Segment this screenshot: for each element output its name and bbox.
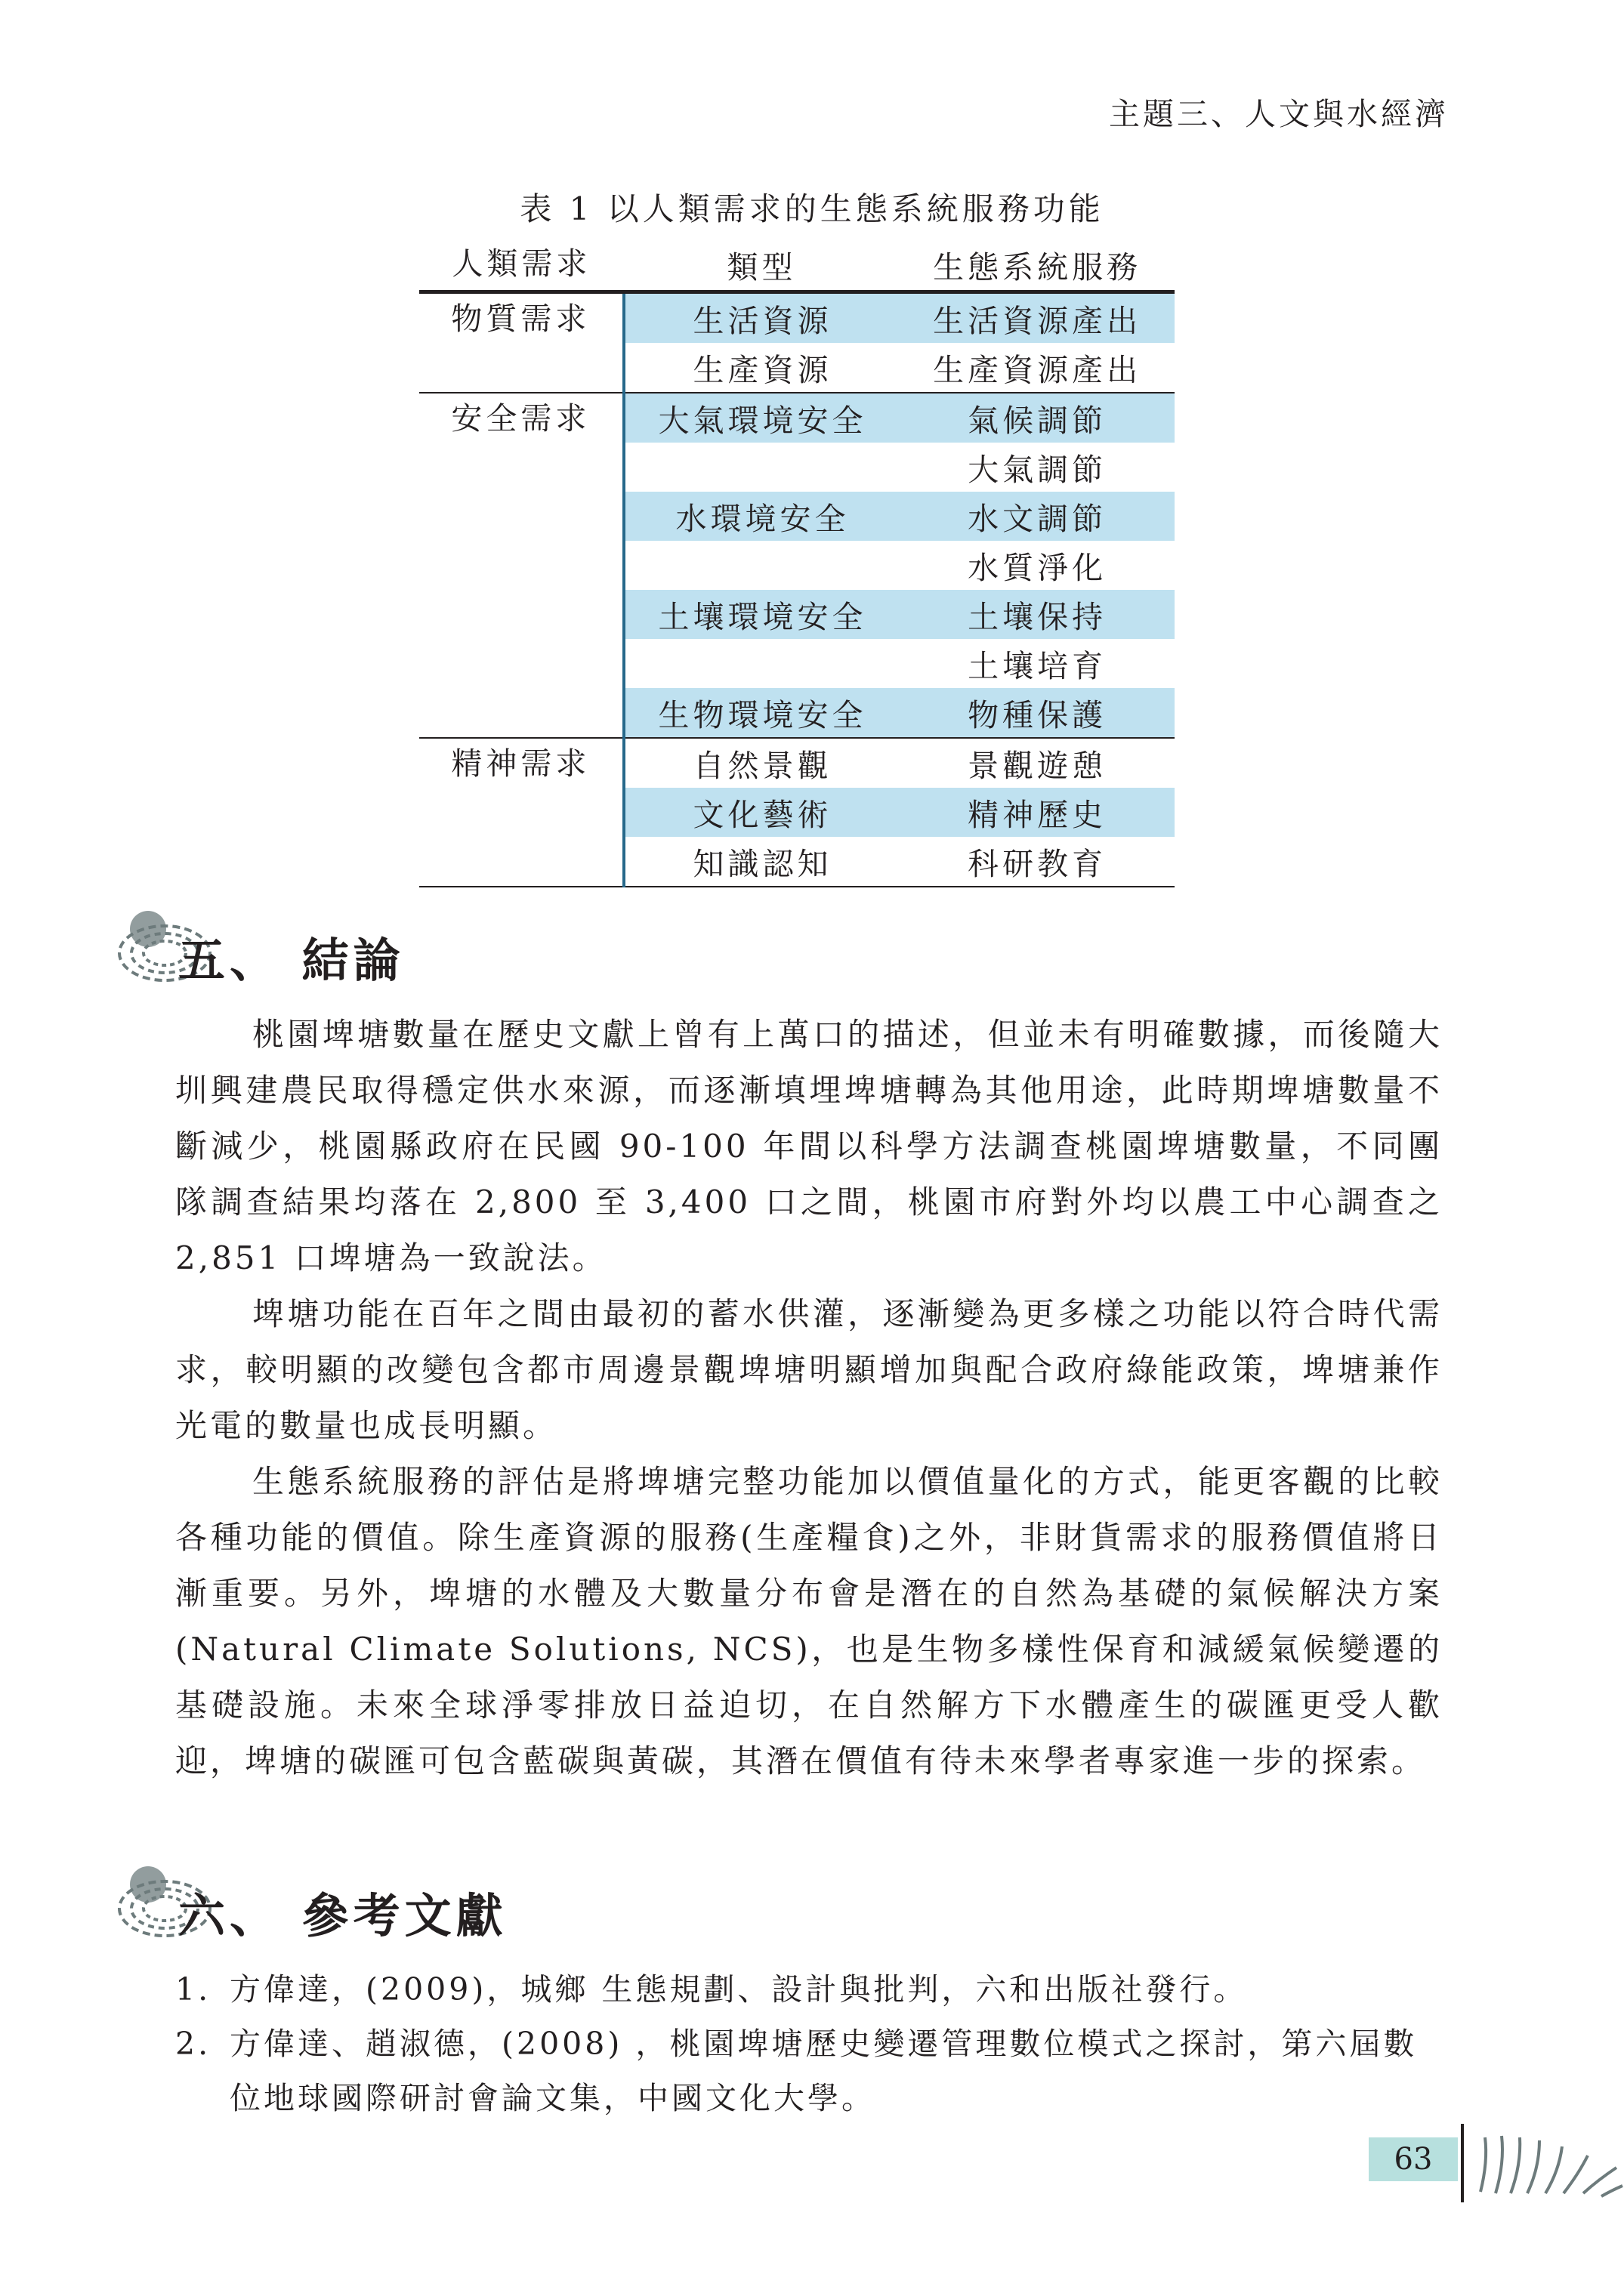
paragraph: 桃園埤塘數量在歷史文獻上曾有上萬口的描述，但並未有明確數據，而後隨大圳興建農民取得穩定供水來源，而逐漸填埋埤塘轉為其他用途，此時期埤塘數量不斷減少，桃園縣政府在民國 90-100 年間以科學方法調查桃園埤塘數量，不同團隊調查結果均落在 2,800 至 3,400 口之間，桃園市府對外均以農工中心調查之 2,851 口埤塘為一致說法。 bbox=[175, 1016, 1443, 1276]
table-row bbox=[419, 443, 1175, 492]
ecosystem-services-table bbox=[419, 239, 1175, 887]
paragraph: 埤塘功能在百年之間由最初的蓄水供灌，逐漸變為更多樣之功能以符合時代需求，較明顯的改變包含都市周邊景觀埤塘明顯增加與配合政府綠能政策，埤塘兼作光電的數量也成長明顯。 bbox=[175, 1295, 1443, 1444]
table-cell-need: 安全需求 bbox=[419, 393, 624, 443]
table-cell-service: 土壤培育 bbox=[968, 648, 1107, 684]
table-row bbox=[419, 492, 1175, 541]
table-row bbox=[419, 541, 1175, 590]
reference-item bbox=[175, 1962, 1443, 2017]
table-cell-service: 物種保護 bbox=[900, 688, 1175, 738]
col-header-service: 生態系統服務 bbox=[900, 239, 1175, 292]
table-cell-type: 生產資源 bbox=[624, 343, 900, 393]
table-row bbox=[419, 837, 1175, 887]
table-cell-type bbox=[624, 443, 900, 492]
section-title: 六、 參考文獻 bbox=[178, 1888, 508, 1943]
table-cell-need bbox=[419, 492, 624, 541]
table-cell-service: 氣候調節 bbox=[900, 393, 1175, 443]
conclusion-body bbox=[175, 1007, 1443, 1789]
table-cell-service: 精神歷史 bbox=[900, 788, 1175, 837]
table-row bbox=[419, 688, 1175, 738]
table-cell-service: 科研教育 bbox=[900, 837, 1175, 887]
table-cell-need bbox=[419, 688, 624, 738]
reference-number: 1. bbox=[175, 1971, 211, 2008]
table-cell-need bbox=[419, 443, 624, 492]
table-cell-type: 知識認知 bbox=[624, 837, 900, 887]
table-cell-type bbox=[624, 639, 900, 688]
table-cell-type bbox=[624, 541, 900, 590]
table-row bbox=[419, 292, 1175, 344]
table-cell-service: 水文調節 bbox=[900, 492, 1175, 541]
section-heading-conclusion bbox=[112, 906, 565, 989]
table-header-row bbox=[419, 239, 1175, 292]
table-cell-service: 景觀遊憩 bbox=[968, 748, 1107, 784]
table-cell-need bbox=[419, 541, 624, 590]
reference-number: 2. bbox=[175, 2026, 211, 2062]
table-cell-type: 土壤環境安全 bbox=[624, 590, 900, 639]
table-row bbox=[419, 788, 1175, 837]
table-cell-type: 文化藝術 bbox=[624, 788, 900, 837]
section-heading-references bbox=[112, 1862, 565, 1945]
table-cell-type: 生物環境安全 bbox=[624, 688, 900, 738]
page-number: 63 bbox=[1369, 2137, 1458, 2181]
col-header-type: 類型 bbox=[624, 239, 900, 292]
table-row bbox=[419, 738, 1175, 788]
table-cell-type: 水環境安全 bbox=[624, 492, 900, 541]
page-corner-ornament-icon bbox=[1458, 2124, 1624, 2202]
table-cell-service: 生產資源產出 bbox=[900, 343, 1175, 393]
table-cell-type: 自然景觀 bbox=[693, 748, 832, 784]
table-cell-type: 生活資源 bbox=[624, 292, 900, 344]
running-header: 主題三、人文與水經濟 bbox=[1109, 96, 1449, 132]
table-cell-need: 物質需求 bbox=[419, 292, 624, 344]
table-row bbox=[419, 343, 1175, 393]
table-cell-service: 生活資源產出 bbox=[900, 292, 1175, 344]
reference-text: 方偉達，(2009)，城鄉 生態規劃、設計與批判，六和出版社發行。 bbox=[230, 1971, 1248, 2008]
section-title: 五、 結論 bbox=[178, 933, 405, 988]
paragraph: 生態系統服務的評估是將埤塘完整功能加以價值量化的方式，能更客觀的比較各種功能的價值。除生產資源的服務(生產糧食)之外，非財貨需求的服務價值將日漸重要。另外，埤塘的水體及大數量分布會是潛在的自然為基礎的氣候解決方案(Natural Climate Solutions, NCS)，也是生物多樣性保育和減緩氣候變遷的基礎設施。未來全球淨零排放日益迫切，在自然解方下水體產生的碳匯更受人歡迎，埤塘的碳匯可包含藍碳與黃碳，其潛在價值有待未來學者專家進一步的探索。 bbox=[175, 1463, 1443, 1779]
table-row bbox=[419, 590, 1175, 639]
table-cell-service: 土壤保持 bbox=[900, 590, 1175, 639]
reference-text: 方偉達、趙淑德，(2008) ，桃園埤塘歷史變遷管理數位模式之探討，第六屆數位地球國際研討會論文集，中國文化大學。 bbox=[230, 2026, 1418, 2116]
reference-list bbox=[175, 1962, 1443, 2125]
table-cell-type: 大氣環境安全 bbox=[624, 393, 900, 443]
reference-item bbox=[175, 2017, 1443, 2125]
table-cell-need bbox=[419, 590, 624, 639]
table-cell-need bbox=[419, 343, 624, 393]
table-cell-need: 精神需求 bbox=[419, 738, 624, 788]
table-cell-need bbox=[419, 837, 624, 887]
table-row bbox=[419, 393, 1175, 443]
table-cell-service: 大氣調節 bbox=[968, 452, 1107, 488]
table-cell-need bbox=[419, 788, 624, 837]
col-header-need: 人類需求 bbox=[419, 239, 624, 292]
table-cell-need bbox=[419, 639, 624, 688]
table-row bbox=[419, 639, 1175, 688]
table-caption: 表 1 以人類需求的生態系統服務功能 bbox=[520, 190, 1104, 227]
table-cell-service: 水質淨化 bbox=[968, 550, 1107, 586]
